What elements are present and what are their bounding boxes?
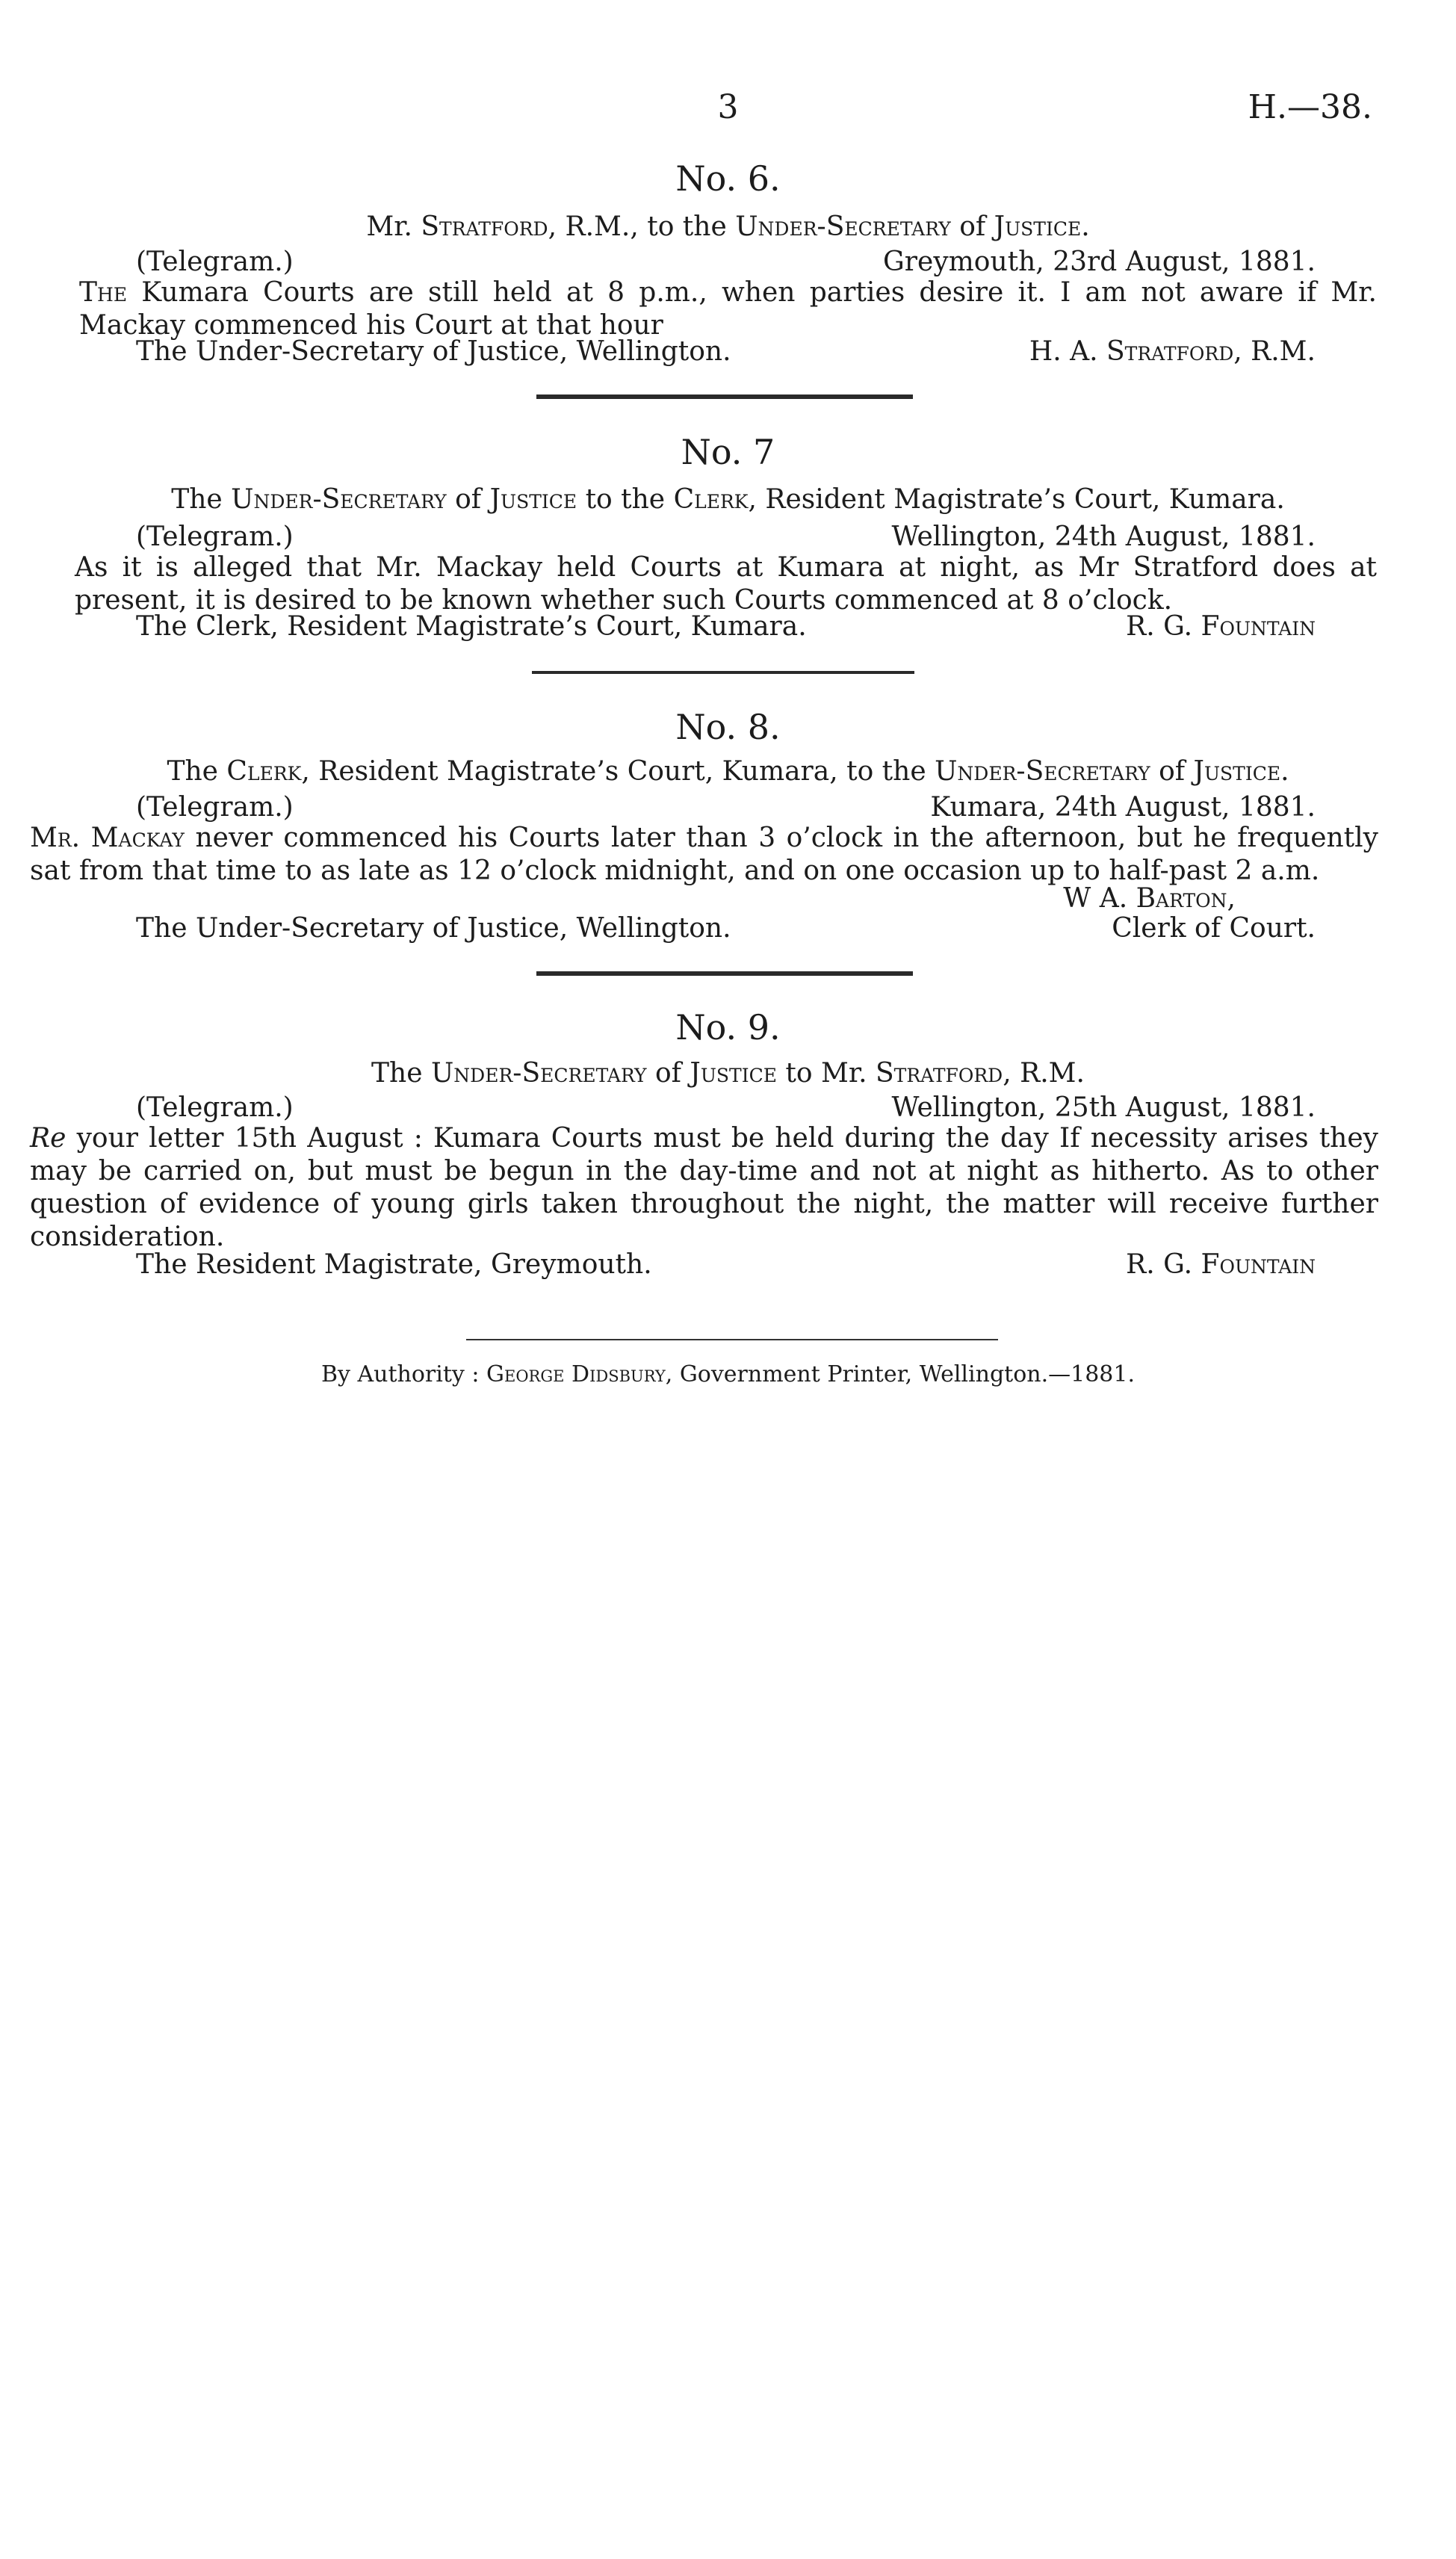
printer-imprint: By Authority : George Didsbury, Government Printer, Wellington.—1881. [320,1361,1136,1387]
doc6-heading: No. 6. [675,158,781,199]
imprint-rule [466,1339,998,1340]
doc9-addressee: The Resident Magistrate, Greymouth. [136,1249,652,1280]
doc6-signature: H. A. Stratford, R.M. [1029,336,1316,367]
doc8-subtitle: The Clerk, Resident Magistrate’s Court, Kumara, to the Under-Secretary of Justice. [167,756,1289,787]
separator-rule [536,394,913,399]
doc6-telegram-label: (Telegram.) [136,247,294,277]
doc8-addressee: The Under-Secretary of Justice, Wellington. [136,913,731,944]
doc6-addressee: The Under-Secretary of Justice, Wellington. [136,336,731,367]
doc9-subtitle: The Under-Secretary of Justice to Mr. Stratford, R.M. [371,1058,1085,1089]
doc8-signature-name: W A. Barton, [1063,883,1236,914]
doc8-body: Mr. Mackay never commenced his Courts later than 3 o’clock in the afternoon, but he frequently sat from that time to as late as 12 o’clock midnight, and on one occasion up to half-past 2 a.m. [30,823,1378,886]
doc9-signature: R. G. Fountain [1126,1249,1316,1280]
doc8-dateline: Kumara, 24th August, 1881. [930,792,1316,823]
separator-rule [532,671,914,674]
doc7-dateline: Wellington, 24th August, 1881. [891,522,1316,552]
doc9-body: Re your letter 15th August : Kumara Courts must be held during the day If necessity arises they may be carried on, but must be begun in the day-time and not at night as hitherto. As to other question of evidence of young girls taken throughout the night, the matter will receive further consideration. [30,1123,1378,1252]
document-reference: H.—38. [1248,88,1372,126]
doc6-body: The Kumara Courts are still held at 8 p.m., when parties desire it. I am not aware if Mr. Mackay commenced his Court at that hour [79,277,1377,341]
doc6-dateline: Greymouth, 23rd August, 1881. [883,247,1316,277]
doc8-heading: No. 8. [675,707,781,747]
doc9-heading: No. 9. [675,1007,781,1048]
doc8-signature-title: Clerk of Court. [1112,913,1316,944]
doc7-subtitle: The Under-Secretary of Justice to the Clerk, Resident Magistrate’s Court, Kumara. [171,484,1285,515]
doc7-telegram-label: (Telegram.) [136,522,294,552]
page-number: 3 [717,88,739,126]
doc9-telegram-label: (Telegram.) [136,1092,294,1123]
doc7-signature: R. G. Fountain [1126,611,1316,642]
doc6-subtitle: Mr. Stratford, R.M., to the Under-Secretary of Justice. [366,211,1090,242]
doc9-dateline: Wellington, 25th August, 1881. [891,1092,1316,1123]
doc7-body: As it is alleged that Mr. Mackay held Courts at Kumara at night, as Mr Stratford does at present, it is desired to be known whether such Courts commenced at 8 o’clock. [75,552,1377,616]
doc7-addressee: The Clerk, Resident Magistrate’s Court, Kumara. [136,611,807,642]
separator-rule [536,971,913,976]
doc7-heading: No. 7 [681,432,775,472]
doc8-telegram-label: (Telegram.) [136,792,294,823]
